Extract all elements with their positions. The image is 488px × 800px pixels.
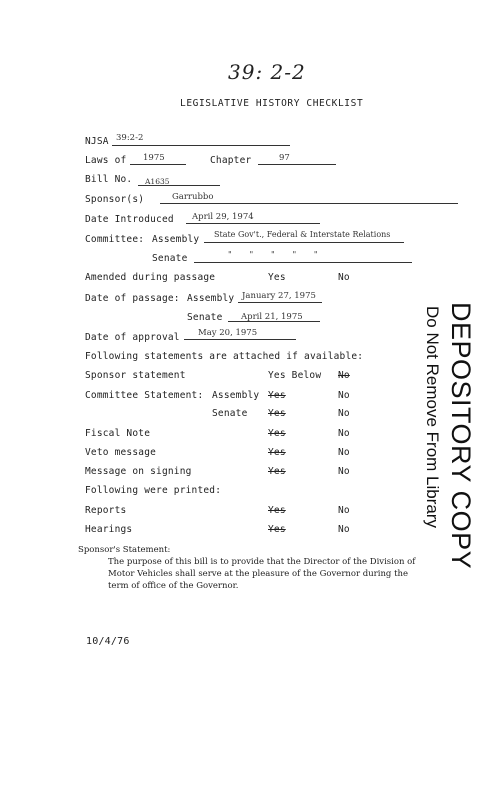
depository-copy-stamp: DEPOSITORY COPY: [446, 302, 476, 570]
date-introduced-label: Date Introduced: [85, 214, 174, 225]
laws-of-value: 1975: [143, 153, 165, 163]
message-signing-label: Message on signing: [85, 466, 192, 477]
sponsor-statement-line-3: term of office of the Governor.: [108, 581, 239, 591]
committee-statement-assembly-no: No: [338, 390, 350, 401]
sponsor-statement-yes: Yes Below: [268, 370, 322, 381]
committee-assembly-underline: [204, 242, 404, 243]
fiscal-note-yes: Yes: [268, 428, 286, 439]
sponsors-value: Garrubbo: [172, 192, 214, 202]
chapter-value: 97: [279, 153, 290, 163]
committee-senate-label: Senate: [152, 253, 188, 264]
laws-of-underline: [130, 164, 186, 165]
footer-date: 10/4/76: [86, 636, 130, 647]
following-printed-heading: Following were printed:: [85, 485, 222, 496]
bill-no-value: A1635: [145, 177, 170, 186]
date-approval-value: May 20, 1975: [198, 328, 258, 338]
bill-no-underline: [138, 185, 220, 186]
date-approval-label: Date of approval: [85, 332, 180, 343]
amended-label: Amended during passage: [85, 272, 216, 283]
njsa-label: NJSA: [85, 136, 109, 147]
hearings-no: No: [338, 524, 350, 535]
veto-no: No: [338, 447, 350, 458]
sponsors-underline: [160, 203, 458, 204]
committee-statement-senate-yes: Yes: [268, 408, 286, 419]
sponsor-statement-heading: Sponsor's Statement:: [78, 545, 171, 555]
message-signing-yes: Yes: [268, 466, 286, 477]
sponsors-label: Sponsor(s): [85, 194, 145, 205]
passage-senate-label: Senate: [187, 312, 223, 323]
passage-senate-value: April 21, 1975: [241, 312, 303, 322]
hearings-label: Hearings: [85, 524, 133, 535]
amended-yes: Yes: [268, 272, 286, 283]
committee-statement-label: Committee Statement:: [85, 390, 204, 401]
page-title: LEGISLATIVE HISTORY CHECKLIST: [180, 98, 364, 109]
committee-statement-senate-label: Senate: [212, 408, 248, 419]
veto-label: Veto message: [85, 447, 157, 458]
handwritten-statute-number: 39: 2-2: [228, 60, 306, 84]
do-not-remove-stamp: Do Not Remove From Library: [423, 306, 442, 529]
sponsor-statement-label: Sponsor statement: [85, 370, 186, 381]
committee-statement-assembly-yes: Yes: [268, 390, 286, 401]
amended-no: No: [338, 272, 350, 283]
passage-assembly-value: January 27, 1975: [242, 291, 316, 301]
chapter-underline: [258, 164, 336, 165]
committee-statement-senate-no: No: [338, 408, 350, 419]
hearings-yes: Yes: [268, 524, 286, 535]
message-signing-no: No: [338, 466, 350, 477]
date-approval-underline: [184, 339, 296, 340]
committee-statement-assembly-label: Assembly: [212, 390, 260, 401]
veto-yes: Yes: [268, 447, 286, 458]
committee-label: Committee:: [85, 234, 145, 245]
passage-assembly-label: Assembly: [187, 293, 235, 304]
njsa-underline: [112, 145, 290, 146]
reports-no: No: [338, 505, 350, 516]
reports-yes: Yes: [268, 505, 286, 516]
sponsor-statement-line-2: Motor Vehicles shall serve at the pleasure of the Governor during the: [108, 569, 408, 579]
date-introduced-value: April 29, 1974: [192, 212, 254, 222]
committee-assembly-label: Assembly: [152, 234, 200, 245]
committee-assembly-value: State Gov't., Federal & Interstate Relations: [214, 230, 391, 239]
date-introduced-underline: [186, 223, 320, 224]
passage-senate-underline: [228, 321, 320, 322]
njsa-value: 39:2-2: [116, 133, 144, 143]
sponsor-statement-no: No: [338, 370, 350, 381]
fiscal-note-label: Fiscal Note: [85, 428, 151, 439]
reports-label: Reports: [85, 505, 127, 516]
chapter-label: Chapter: [210, 155, 252, 166]
committee-senate-underline: [194, 262, 412, 263]
fiscal-note-no: No: [338, 428, 350, 439]
committee-senate-value: " " " " ": [228, 250, 318, 259]
passage-assembly-underline: [238, 302, 322, 303]
laws-of-label: Laws of: [85, 155, 127, 166]
sponsor-statement-line-1: The purpose of this bill is to provide that the Director of the Division of: [108, 557, 416, 567]
bill-no-label: Bill No.: [85, 174, 133, 185]
following-attached-heading: Following statements are attached if available:: [85, 351, 364, 362]
date-passage-label: Date of passage:: [85, 293, 180, 304]
